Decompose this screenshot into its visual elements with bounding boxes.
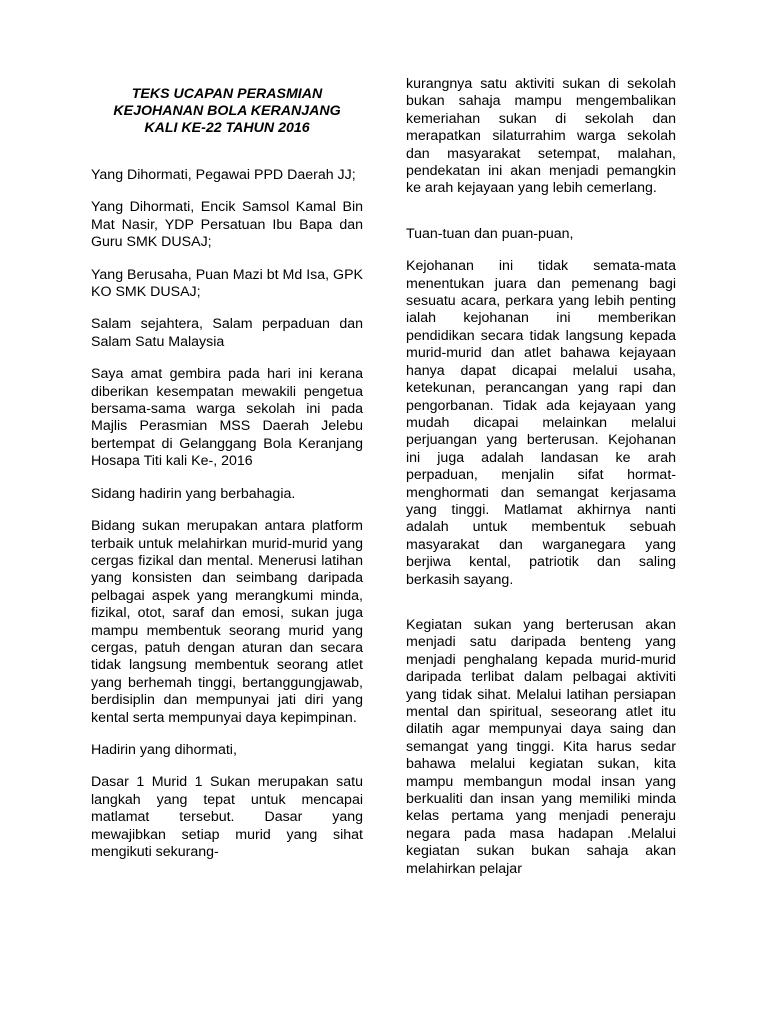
greeting-ppd: Yang Dihormati, Pegawai PPD Daerah JJ; <box>91 167 356 183</box>
left-column <box>91 86 363 861</box>
activities-paragraph: Kegiatan sukan yang berterusan akan menjadi satu daripada benteng yang menjadi penghalang kepada murid-murid daripada terlibat dalam pelbagai aktiviti yang tidak sihat. Melalui latihan persiapan mental dan spiritual, seseorang atlet itu dilatih agar mempunyai daya saing dan semangat yang tinggi. Kita harus sedar bahawa melalui kegiatan sukan, kita mampu membangun modal insan yang berkualiti dan insan yang memiliki minda kelas pertama yang menjadi peneraju negara pada masa hadapan .Melalui kegiatan sukan bukan sahaja akan melahirkan pelajar <box>406 616 676 877</box>
title-line-1: TEKS UCAPAN PERASMIAN <box>131 86 323 102</box>
policy-paragraph: Dasar 1 Murid 1 Sukan merupakan satu langkah yang tepat untuk mencapai matlamat tersebut. Dasar yang mewajibkan setiap murid yang sihat mengikuti sekurang- <box>91 774 363 860</box>
speech-title <box>91 86 363 137</box>
right-column <box>406 76 676 878</box>
tournament-paragraph: Kejohanan ini tidak semata-mata menentukan juara dan pemenang bagi sesuatu acara, perkara yang lebih penting ialah kejohanan ini memberikan pendidikan secara tidak langsung kepada murid-murid dan atlet bahawa kejayaan hanya dapat dicapai melalui usaha, ketekunan, perancangan yang rapi dan pengorbanan. Tidak ada kejayaan yang mudah dicapai melainkan melalui perjuangan yang berterusan. Kejohanan ini juga adalah landasan ke arah perpaduan, menjalin sifat hormat-menghormati dan semangat kerjasama yang tinggi. Matlamat akhirnya nanti adalah untuk membentuk sebuah masyarakat dan warganegara yang berjiwa kental, patriotik dan saling berkasih sayang. <box>406 258 676 588</box>
greeting-ydp: Yang Dihormati, Encik Samsol Kamal Bin Mat Nasir, YDP Persatuan Ibu Bapa dan Guru SMK DUSAJ; <box>91 199 363 251</box>
salutation: Salam sejahtera, Salam perpaduan dan Salam Satu Malaysia <box>91 316 363 350</box>
title-line-2: KEJOHANAN BOLA KERANJANG <box>113 103 341 119</box>
continuation-paragraph: kurangnya satu aktiviti sukan di sekolah bukan sahaja mampu mengembalikan kemeriahan sukan di sekolah dan merapatkan silaturrahim warga sekolah dan masyarakat setempat, malahan, pendekatan ini akan menjadi pemangkin ke arah kejayaan yang lebih cemerlang. <box>406 76 676 197</box>
audience-address-3: Tuan-tuan dan puan-puan, <box>406 225 574 242</box>
title-line-3: KALI KE-22 TAHUN 2016 <box>144 120 310 136</box>
audience-address-2: Hadirin yang dihormati, <box>91 741 237 758</box>
opening-paragraph: Saya amat gembira pada hari ini kerana diberikan kesempatan mewakili pengetua bersama-sama warga sekolah ini pada Majlis Perasmian MSS Daerah Jelebu bertempat di Gelanggang Bola Keranjang Hosapa Titi kali Ke-, 2016 <box>91 366 363 470</box>
greeting-gpk: Yang Berusaha, Puan Mazi bt Md Isa, GPK KO SMK DUSAJ; <box>91 266 363 301</box>
audience-address-1: Sidang hadirin yang berbahagia. <box>91 485 296 502</box>
sports-paragraph: Bidang sukan merupakan antara platform terbaik untuk melahirkan murid-murid yang cergas fizikal dan mental. Menerusi latihan yang konsisten dan seimbang daripada pelbagai aspek yang merangkumi minda, fizikal, otot, saraf dan emosi, sukan juga mampu membentuk seorang murid yang cergas, patuh dengan aturan dan secara tidak langsung membentuk seorang atlet yang berhemah tinggi, bertanggungjawab, berdisiplin dan mempunyai jati diri yang kental serta mempunyai daya kepimpinan. <box>91 518 363 726</box>
